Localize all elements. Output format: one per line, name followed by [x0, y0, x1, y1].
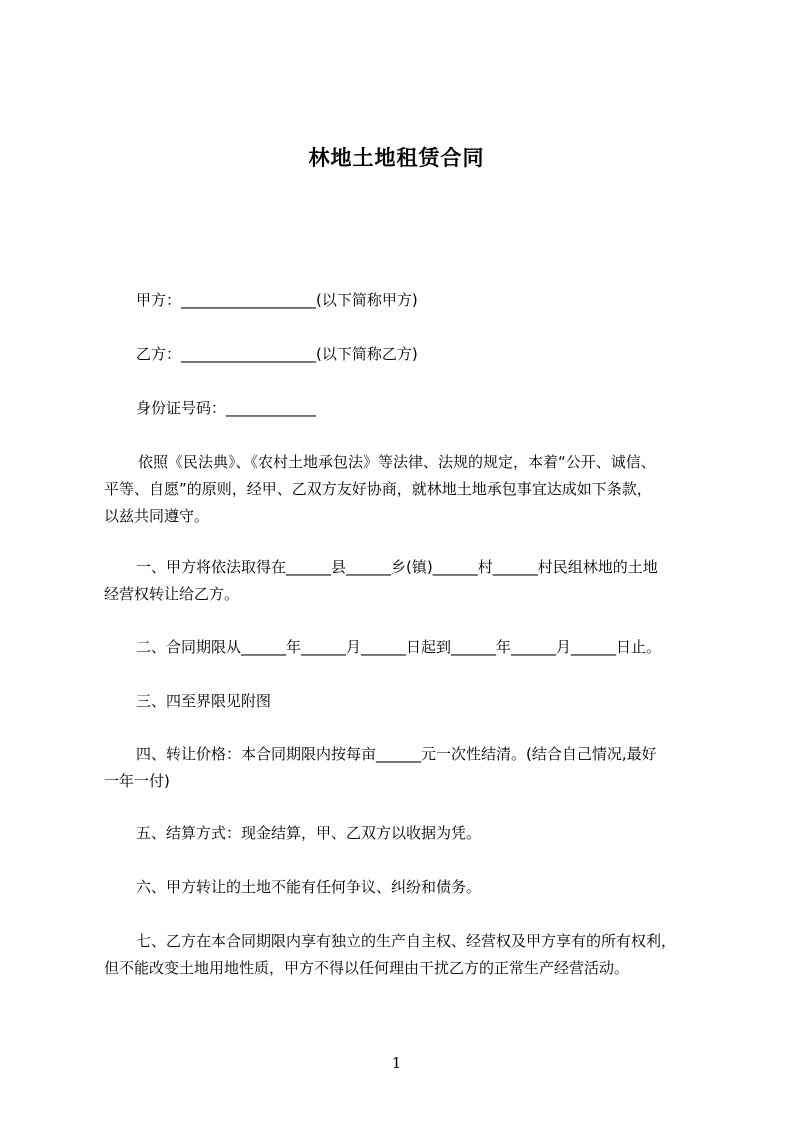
party-a-line: 甲方：__________________(以下简称甲方): [136, 291, 418, 309]
preamble-line-3: 以兹共同遵守。: [104, 507, 210, 525]
page-number: 1: [391, 1054, 402, 1072]
clause-1: [104, 554, 704, 608]
clause-6: 六、甲方转让的土地不能有任何争议、纠纷和债务。: [136, 878, 482, 896]
clause-3: 三、四至界限见附图: [136, 692, 272, 710]
clause-5: 五、结算方式：现金结算，甲、乙双方以收据为凭。: [136, 824, 482, 842]
id-number-line: 身份证号码：____________: [136, 399, 317, 417]
preamble-paragraph: [104, 449, 704, 530]
preamble-line-1: 依照《民法典》、《农村土地承包法》等法律、法规的规定，本着“公开、诚信、: [138, 453, 656, 471]
clause-7-line-2: 但不能改变土地用地性质，甲方不得以任何理由干扰乙方的正常生产经营活动。: [104, 959, 630, 977]
clause-4-line-1: 四、转让价格：本合同期限内按每亩______元一次性结清。(结合自己情况,最好: [136, 745, 657, 763]
party-b-line: 乙方：__________________(以下简称乙方): [136, 345, 418, 363]
clause-2: 二、合同期限从______年______月______日起到______年______月______日止。: [136, 638, 662, 656]
clause-4-line-2: 一年一付): [104, 772, 170, 790]
document-title: 林地土地租赁合同: [308, 146, 485, 170]
clause-1-line-1: 一、甲方将依法取得在______县______乡(镇)______村______村民组林地的土地: [136, 558, 658, 576]
preamble-line-2: 平等、自愿”的原则，经甲、乙双方友好协商，就林地土地承包事宜达成如下条款，: [104, 480, 652, 498]
clause-7: [104, 928, 704, 982]
clause-4: [104, 741, 704, 795]
clause-7-line-1: 七、乙方在本合同期限内享有独立的生产自主权、经营权及甲方享有的所有权利，: [136, 932, 677, 950]
clause-1-line-2: 经营权转让给乙方。: [104, 585, 240, 603]
